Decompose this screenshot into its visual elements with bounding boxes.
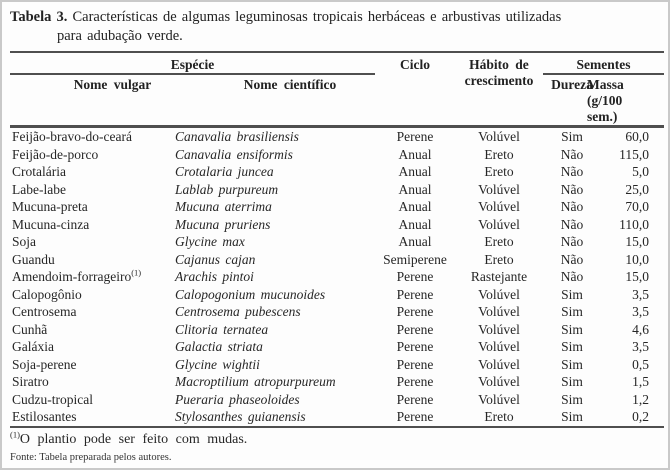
table-row — [10, 338, 664, 356]
nome-vulgar-cell: Mucuna-cinza — [12, 216, 90, 232]
table-row — [10, 216, 664, 234]
nome-cientifico-cell: Pueraria phaseoloides — [175, 391, 300, 407]
nome-vulgar-cell: Soja-perene — [12, 356, 77, 372]
massa-cell: 15,0 — [625, 269, 649, 284]
ciclo-cell: Anual — [398, 199, 432, 214]
header-sementes: Sementes — [543, 52, 664, 74]
habito-cell: Volúvel — [478, 356, 520, 372]
table-row — [10, 146, 664, 164]
nome-cientifico-cell: Glycine max — [175, 234, 245, 249]
table-body — [10, 127, 664, 427]
nome-cientifico-cell: Macroptilium atropurpureum — [175, 374, 336, 389]
massa-cell: 1,5 — [632, 374, 649, 389]
nome-vulgar-cell: Calopogônio — [12, 286, 82, 302]
ciclo-cell: Anual — [398, 181, 432, 197]
ciclo-cell: Perene — [396, 286, 434, 302]
habito-cell: Volúvel — [478, 216, 520, 232]
nome-cientifico-cell: Cajanus cajan — [175, 251, 256, 267]
table-header — [10, 52, 664, 127]
dureza-cell: Não — [560, 146, 584, 162]
massa-cell: 110,0 — [619, 216, 649, 232]
nome-vulgar-cell: Labe-labe — [12, 181, 66, 197]
dureza-cell: Não — [560, 269, 584, 284]
ciclo-cell: Semiperene — [383, 251, 447, 267]
table-caption — [10, 8, 660, 46]
nome-vulgar-cell: Siratro — [12, 374, 49, 389]
massa-cell: 0,2 — [632, 409, 649, 424]
habito-cell: Ereto — [484, 234, 514, 249]
massa-cell: 0,5 — [632, 356, 649, 372]
table-row — [10, 356, 664, 374]
dureza-cell: Não — [560, 251, 584, 267]
nome-cientifico-cell: Canavalia ensiformis — [175, 146, 293, 162]
nome-cientifico-cell: Galactia striata — [175, 339, 263, 354]
table-row — [10, 373, 664, 391]
table-row — [10, 286, 664, 304]
massa-cell: 10,0 — [625, 251, 649, 267]
table-row — [10, 408, 664, 427]
ciclo-cell: Perene — [396, 129, 434, 144]
nome-cientifico-cell: Stylosanthes guianensis — [175, 409, 306, 424]
massa-cell: 1,2 — [632, 391, 649, 407]
nome-cientifico-cell: Mucuna pruriens — [175, 216, 271, 232]
table-row — [10, 127, 664, 146]
massa-cell: 3,5 — [632, 286, 649, 302]
ciclo-cell: Anual — [398, 234, 432, 249]
ciclo-cell: Perene — [396, 391, 434, 407]
nome-cientifico-cell: Crotalaria juncea — [175, 164, 274, 179]
ciclo-cell: Anual — [398, 164, 432, 179]
header-sub-row — [10, 74, 664, 127]
ciclo-cell: Anual — [398, 216, 432, 232]
dureza-cell: Não — [560, 216, 584, 232]
habito-cell: Volúvel — [478, 374, 520, 389]
nome-vulgar-cell: Estilosantes — [12, 409, 77, 424]
ciclo-cell: Perene — [396, 269, 434, 284]
massa-cell: 15,0 — [625, 234, 649, 249]
massa-cell: 25,0 — [625, 181, 649, 197]
ciclo-cell: Perene — [396, 339, 434, 354]
habito-cell: Volúvel — [478, 286, 520, 302]
massa-cell: 4,6 — [632, 321, 649, 337]
ciclo-cell: Perene — [396, 356, 434, 372]
nome-vulgar-cell: Cunhã — [12, 321, 48, 337]
massa-cell: 3,5 — [632, 339, 649, 354]
footnote-ref: (1) — [131, 267, 142, 278]
nome-vulgar-cell: Centrosema — [12, 304, 77, 319]
nome-vulgar-cell: Galáxia — [12, 339, 54, 354]
dureza-cell: Sim — [561, 304, 583, 319]
nome-vulgar-cell: Feijão-de-porco — [12, 146, 99, 162]
table-row — [10, 251, 664, 269]
habito-cell: Volúvel — [478, 391, 520, 407]
dureza-cell: Não — [560, 181, 584, 197]
table-row — [10, 181, 664, 199]
header-nome-cientifico: Nome científico — [243, 77, 337, 92]
dureza-cell: Não — [560, 199, 584, 214]
dureza-cell: Sim — [561, 391, 583, 407]
nome-cientifico-cell: Clitoria ternatea — [175, 321, 269, 337]
nome-cientifico-cell: Calopogonium mucunoides — [175, 286, 326, 302]
table-caption-text: Características de algumas leguminosas tropicais herbáceas e arbustivas utilizadas — [72, 9, 562, 25]
habito-cell: Ereto — [484, 146, 514, 162]
legumes-table — [10, 51, 664, 428]
massa-cell: 115,0 — [619, 146, 649, 162]
massa-cell: 60,0 — [625, 129, 649, 144]
header-especie: Espécie — [10, 52, 375, 74]
dureza-cell: Sim — [561, 356, 583, 372]
source-note: Fonte: Tabela preparada pelos autores. — [10, 451, 172, 463]
table-row — [10, 163, 664, 181]
table-row — [10, 268, 664, 286]
nome-vulgar-cell: Guandu — [12, 251, 55, 267]
header-nome-vulgar: Nome vulgar — [73, 77, 152, 92]
ciclo-cell: Anual — [398, 146, 432, 162]
nome-cientifico-cell: Canavalia brasiliensis — [175, 129, 299, 144]
habito-cell: Ereto — [484, 409, 514, 424]
nome-vulgar-cell: Crotalária — [12, 164, 66, 179]
nome-vulgar-cell: Feijão-bravo-do-ceará — [12, 129, 132, 144]
habito-cell: Volúvel — [478, 129, 520, 144]
table-row — [10, 391, 664, 409]
table-caption-label: Tabela 3. — [10, 9, 68, 25]
nome-cientifico-cell: Mucuna aterrima — [175, 199, 272, 214]
habito-cell: Ereto — [484, 251, 514, 267]
dureza-cell: Sim — [561, 339, 583, 354]
ciclo-cell: Perene — [396, 374, 434, 389]
habito-cell: Volúvel — [478, 181, 520, 197]
dureza-cell: Sim — [561, 286, 583, 302]
nome-cientifico-cell: Arachis pintoi — [175, 269, 254, 284]
dureza-cell: Não — [560, 234, 584, 249]
table-caption-text-line2: para adubação verde. — [57, 28, 183, 44]
dureza-cell: Sim — [561, 374, 583, 389]
habito-cell: Volúvel — [478, 321, 520, 337]
table-row — [10, 233, 664, 251]
massa-cell: 5,0 — [632, 164, 649, 179]
header-massa: Massa (g/100 sem.) — [587, 77, 624, 124]
header-group-row — [10, 52, 664, 74]
footnote-marker: (1) — [10, 428, 20, 439]
nome-cientifico-cell: Lablab purpureum — [175, 181, 279, 197]
header-dureza: Dureza — [551, 77, 593, 92]
nome-vulgar-cell: Cudzu-tropical — [12, 391, 93, 407]
massa-cell: 3,5 — [632, 304, 649, 319]
nome-cientifico-cell: Glycine wightii — [175, 356, 260, 372]
nome-vulgar-cell: Mucuna-preta — [12, 199, 88, 214]
habito-cell: Volúvel — [478, 304, 520, 319]
table-footnote — [10, 428, 660, 448]
nome-vulgar-cell: Amendoim-forrageiro$^{(1)}$ — [12, 267, 142, 284]
habito-cell: Volúvel — [478, 339, 520, 354]
nome-vulgar-cell: Soja — [12, 234, 37, 249]
dureza-cell: Não — [560, 164, 584, 179]
table-row — [10, 321, 664, 339]
dureza-cell: Sim — [561, 129, 583, 144]
habito-cell: Ereto — [484, 164, 514, 179]
header-habito-de-crescimento: Hábito de crescimento — [464, 57, 534, 88]
ciclo-cell: Perene — [396, 409, 434, 424]
dureza-cell: Sim — [561, 409, 583, 424]
ciclo-cell: Perene — [396, 321, 434, 337]
header-ciclo: Ciclo — [400, 57, 430, 72]
dureza-cell: Sim — [561, 321, 583, 337]
table-row — [10, 303, 664, 321]
footnote-text: O plantio pode ser feito com mudas. — [19, 431, 248, 447]
table-row — [10, 198, 664, 216]
page-content — [2, 2, 668, 464]
ciclo-cell: Perene — [396, 304, 434, 319]
habito-cell: Rastejante — [470, 269, 528, 284]
massa-cell: 70,0 — [625, 199, 649, 214]
habito-cell: Volúvel — [478, 199, 520, 214]
nome-cientifico-cell: Centrosema pubescens — [175, 304, 301, 319]
